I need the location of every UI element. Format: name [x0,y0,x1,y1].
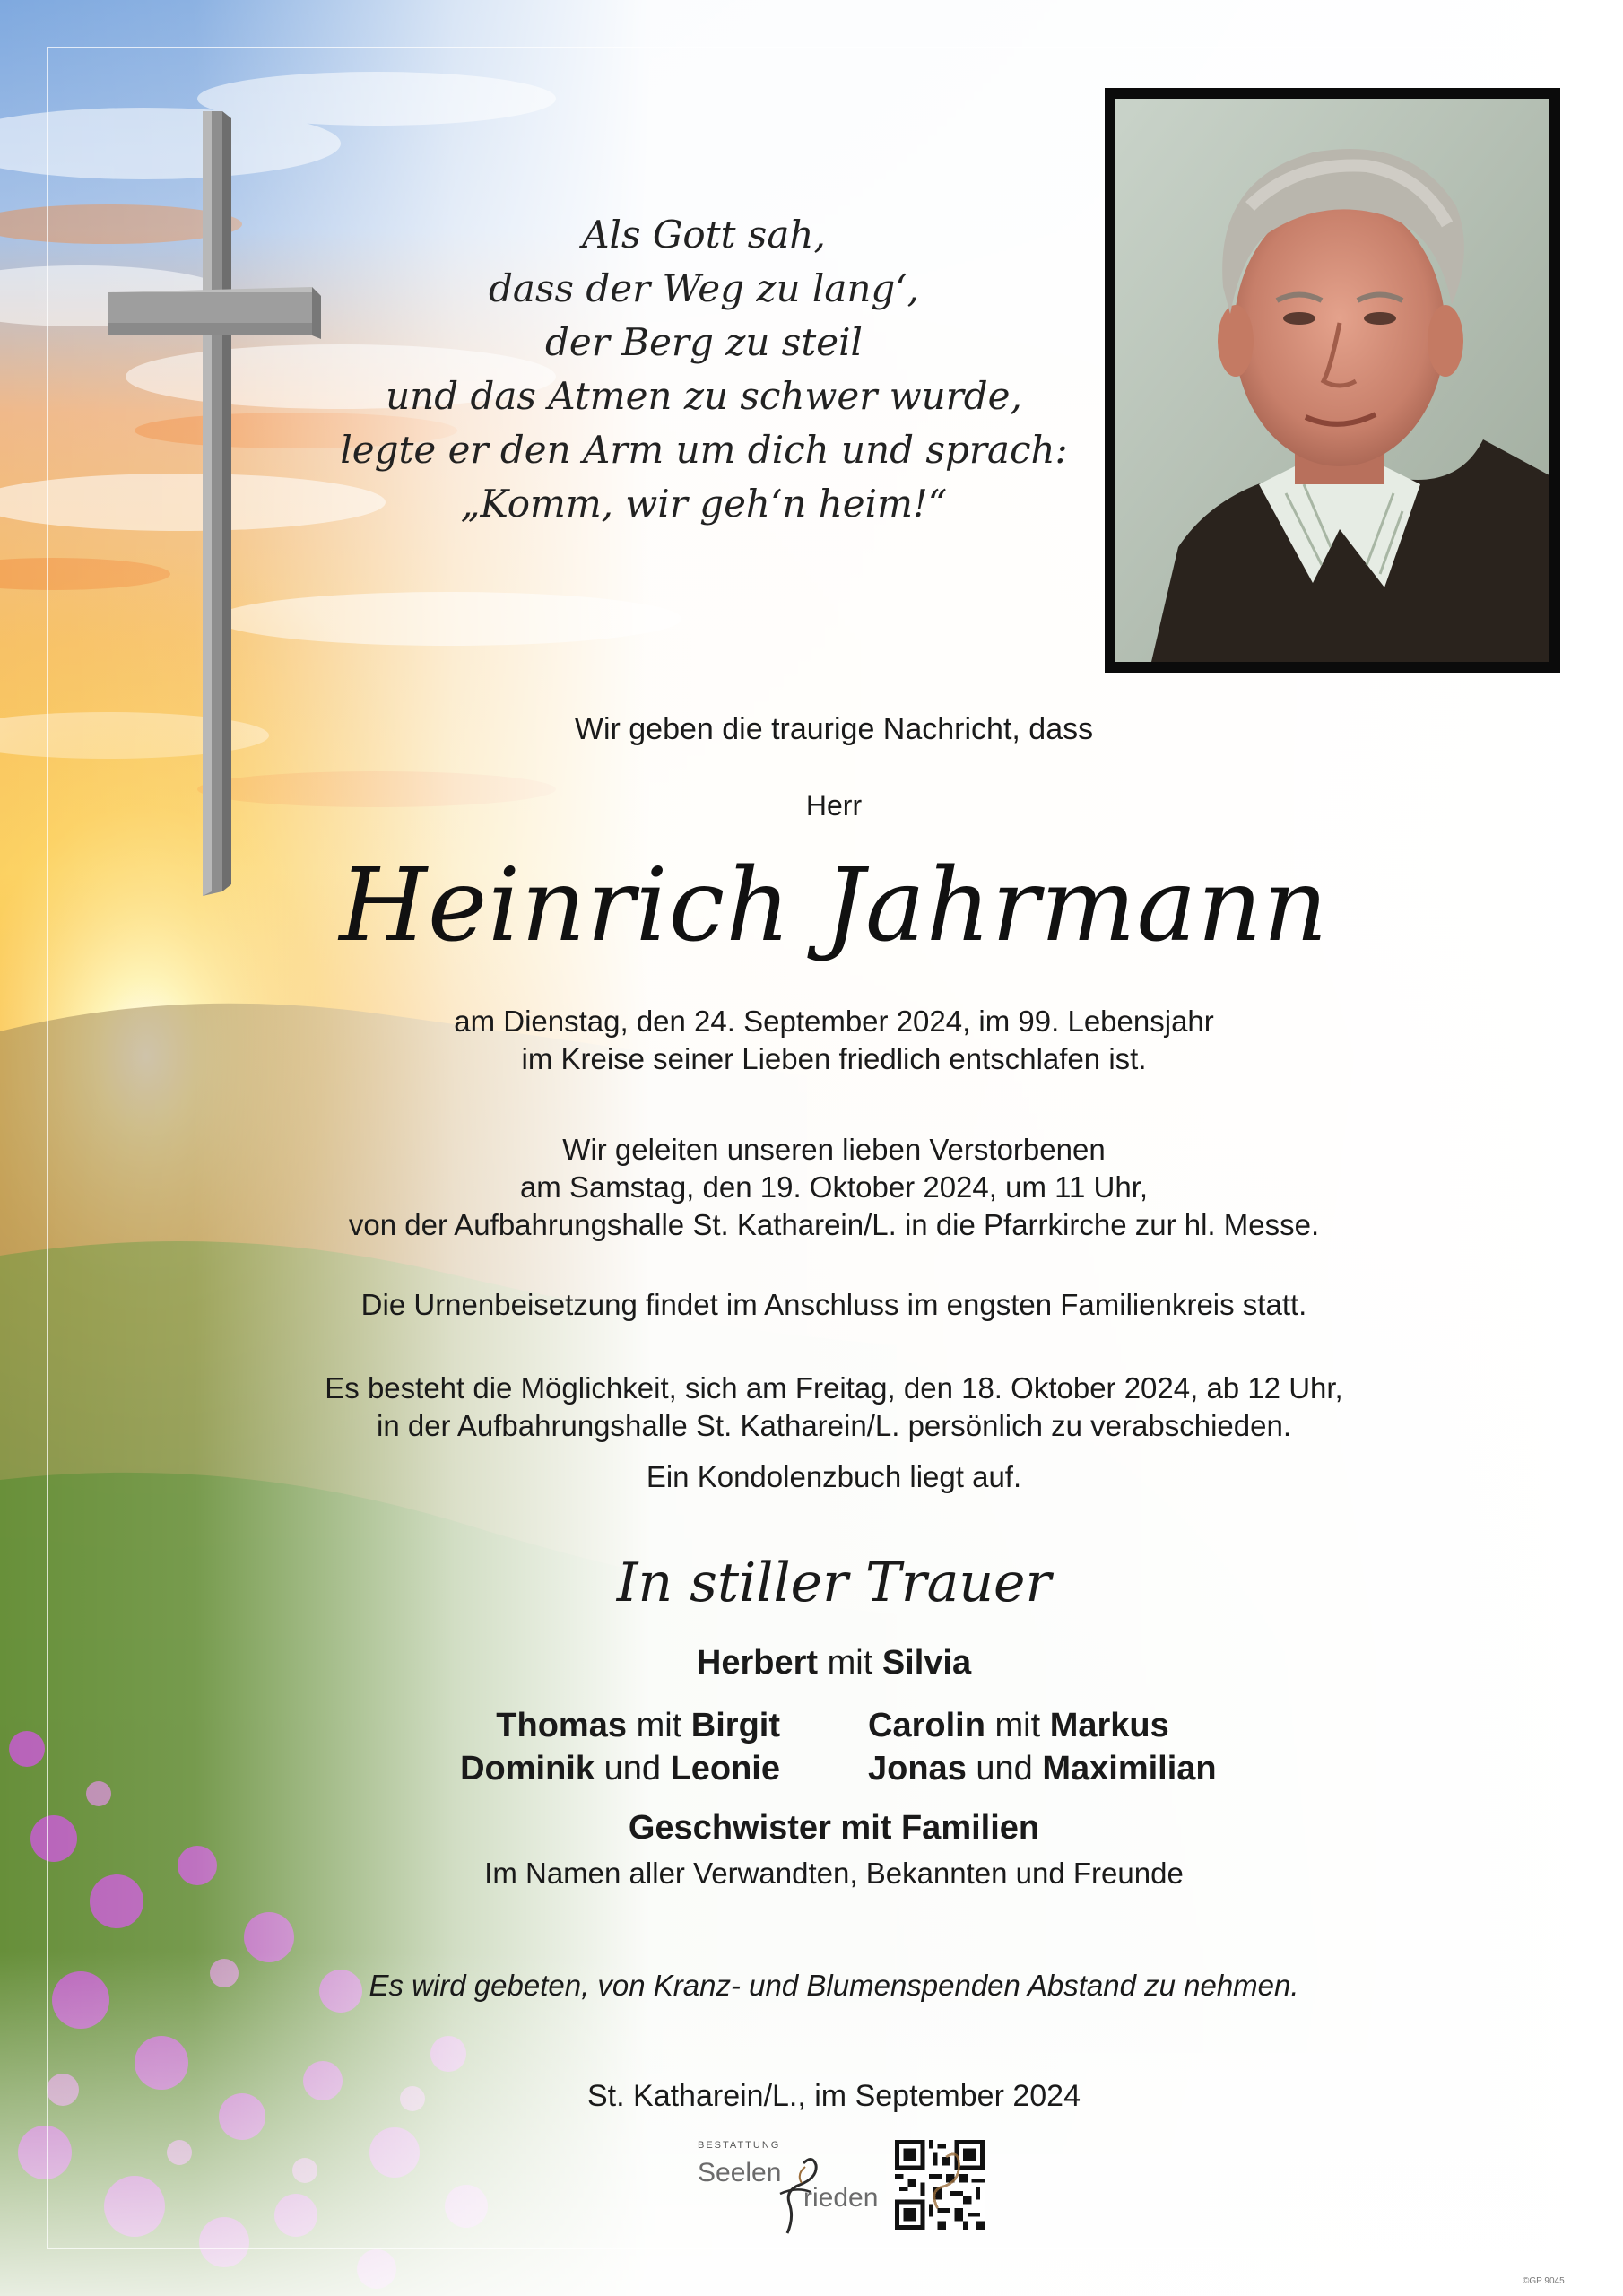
cross-icon [106,111,325,896]
mourner-name: Silvia [881,1644,972,1682]
poem-line: und das Atmen zu schwer wurde, [386,374,1022,418]
mourners-left-column [233,1704,816,1790]
mourner-joiner: mit [827,1644,873,1682]
funeral-details [233,1131,1435,1244]
siblings-line: Geschwister mit Familien [628,1809,1040,1847]
poem-line: der Berg zu steil [545,320,863,364]
mourner-name: Maximilian [1042,1750,1217,1787]
mourner-name: Dominik [460,1750,595,1787]
funeral-home-logo [698,2138,886,2237]
mourner-joiner: und [976,1750,1033,1787]
intro-text: Wir geben die traurige Nachricht, dass [574,712,1094,746]
relatives-line: Im Namen aller Verwandten, Bekannten und Freunde [484,1857,1184,1890]
mourner-line [233,1641,1435,1684]
mourner-name: Carolin [868,1707,985,1744]
urn-burial-text: Die Urnenbeisetzung findet im Anschluss im engsten Familienkreis statt. [360,1288,1307,1321]
text-line: von der Aufbahrungshalle St. Katharein/L. in die Pfarrkirche zur hl. Messe. [348,1208,1320,1241]
condolence-book-text: Ein Kondolenzbuch liegt auf. [646,1460,1022,1493]
logo-caption: BESTATTUNG [698,2140,781,2151]
print-code: ©GP 9045 [1523,2276,1565,2286]
mourners-right-column [868,1704,1406,1790]
poem-line: Als Gott sah, [582,213,826,257]
mourner-line [233,1747,780,1790]
mourner-joiner: und [603,1750,661,1787]
mourner-name: Thomas [496,1707,627,1744]
poem-line: dass der Weg zu lang‘, [488,266,920,310]
mourner-line [233,1704,780,1747]
mourner-line [868,1747,1406,1790]
deceased-name: Heinrich Jahrmann [339,848,1329,964]
portrait-photo [1105,88,1560,673]
mourner-name: Birgit [690,1707,780,1744]
poem-line: legte er den Arm um dich und sprach: [340,428,1068,472]
flower-donation-request: Es wird gebeten, von Kranz- und Blumenspenden Abstand zu nehmen. [369,1969,1299,2002]
mourner-joiner: mit [636,1707,682,1744]
mourner-line [868,1704,1406,1747]
mourner-name: Markus [1049,1707,1169,1744]
memorial-poem [296,208,1112,531]
text-line: am Dienstag, den 24. September 2024, im 99. Lebensjahr [454,1004,1214,1038]
logo-word: Seelen [698,2158,782,2187]
death-announcement [233,1003,1435,1078]
qr-code-icon[interactable] [895,2140,985,2230]
farewell-details [233,1370,1435,1445]
mourner-name: Jonas [868,1750,967,1787]
text-line: Es besteht die Möglichkeit, sich am Freitag, den 18. Oktober 2024, ab 12 Uhr, [325,1371,1343,1405]
mourning-heading: In stiller Trauer [616,1552,1052,1614]
mourner-name: Herbert [696,1644,819,1682]
poem-line: „Komm, wir geh‘n heim!“ [460,482,948,526]
salutation: Herr [805,789,863,822]
mourner-name: Leonie [670,1750,780,1787]
place-and-date: St. Katharein/L., im September 2024 [587,2079,1081,2113]
text-line: im Kreise seiner Lieben friedlich entschlafen ist. [521,1042,1147,1075]
text-line: Wir geleiten unseren lieben Verstorbenen [562,1133,1106,1166]
mourner-joiner: mit [994,1707,1041,1744]
logo-word: rieden [803,2183,879,2213]
text-line: in der Aufbahrungshalle St. Katharein/L. persönlich zu verabschieden. [377,1409,1291,1442]
text-line: am Samstag, den 19. Oktober 2024, um 11 Uhr, [519,1170,1149,1204]
